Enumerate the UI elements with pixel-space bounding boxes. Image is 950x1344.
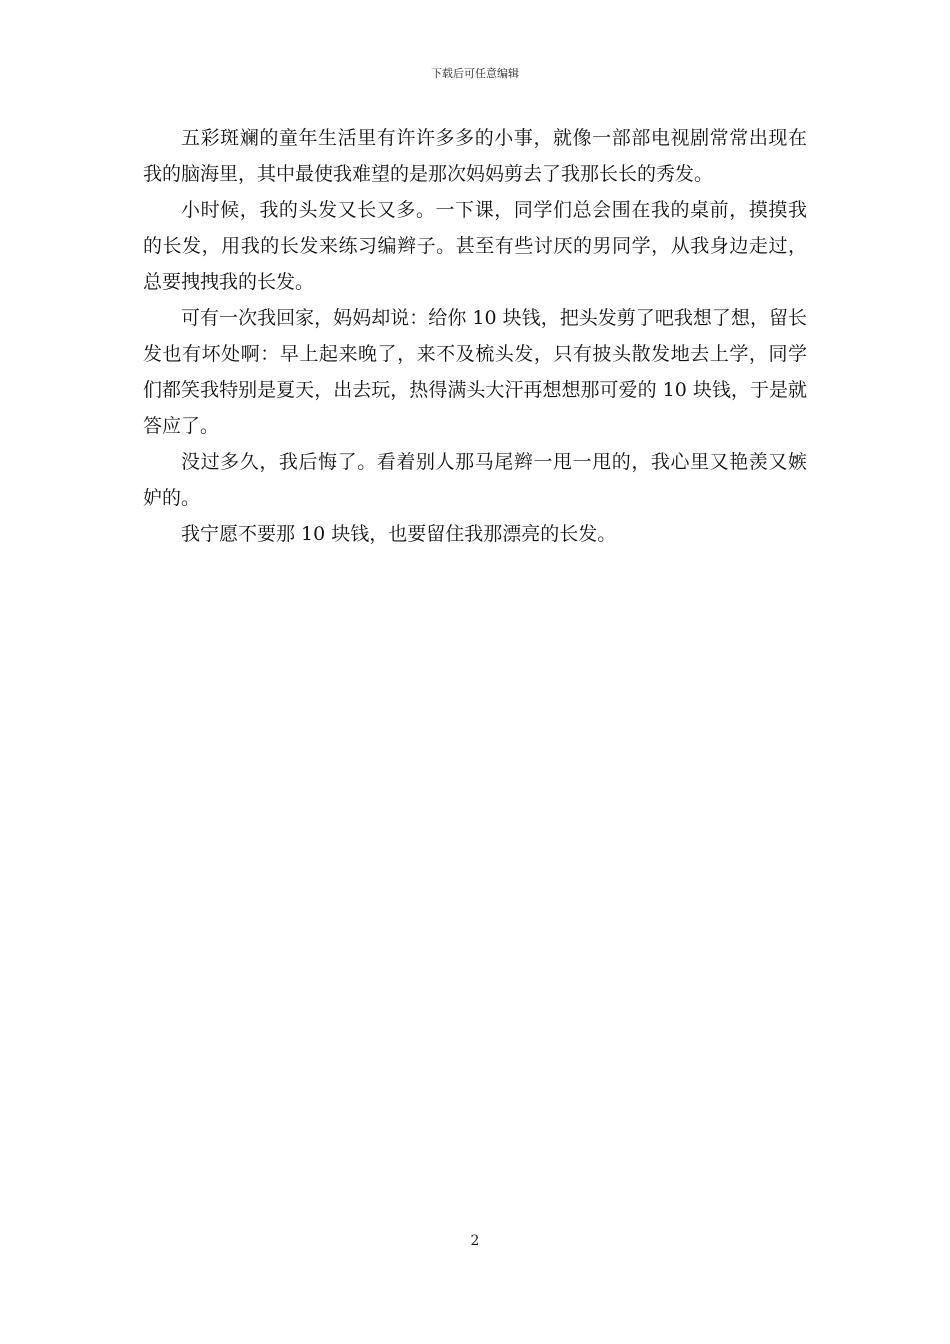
paragraph-4: 没过多久，我后悔了。看着别人那马尾辫一甩一甩的，我心里又艳羡又嫉妒的。 <box>143 451 807 509</box>
paragraph-2: 小时候，我的头发又长又多。一下课，同学们总会围在我的桌前，摸摸我的长发，用我的长发来练习编辫子。甚至有些讨厌的男同学，从我身边走过，总要拽拽我的长发。 <box>143 199 807 293</box>
page-header: 下载后可任意编辑 <box>431 67 519 80</box>
document-body <box>143 120 807 552</box>
paragraph-5: 我宁愿不要那 10 块钱，也要留住我那漂亮的长发。 <box>181 523 617 545</box>
paragraph-1: 五彩斑斓的童年生活里有许许多多的小事，就像一部部电视剧常常出现在我的脑海里，其中最使我难望的是那次妈妈剪去了我那长长的秀发。 <box>143 127 807 185</box>
paragraph-3: 可有一次我回家，妈妈却说：给你 10 块钱，把头发剪了吧我想了想，留长发也有坏处啊：早上起来晚了，来不及梳头发，只有披头散发地去上学，同学们都笑我特别是夏天，出去玩，热得满头大汗再想想那可爱的 10 块钱，于是就答应了。 <box>143 307 807 437</box>
page-number: 2 <box>470 1233 480 1249</box>
